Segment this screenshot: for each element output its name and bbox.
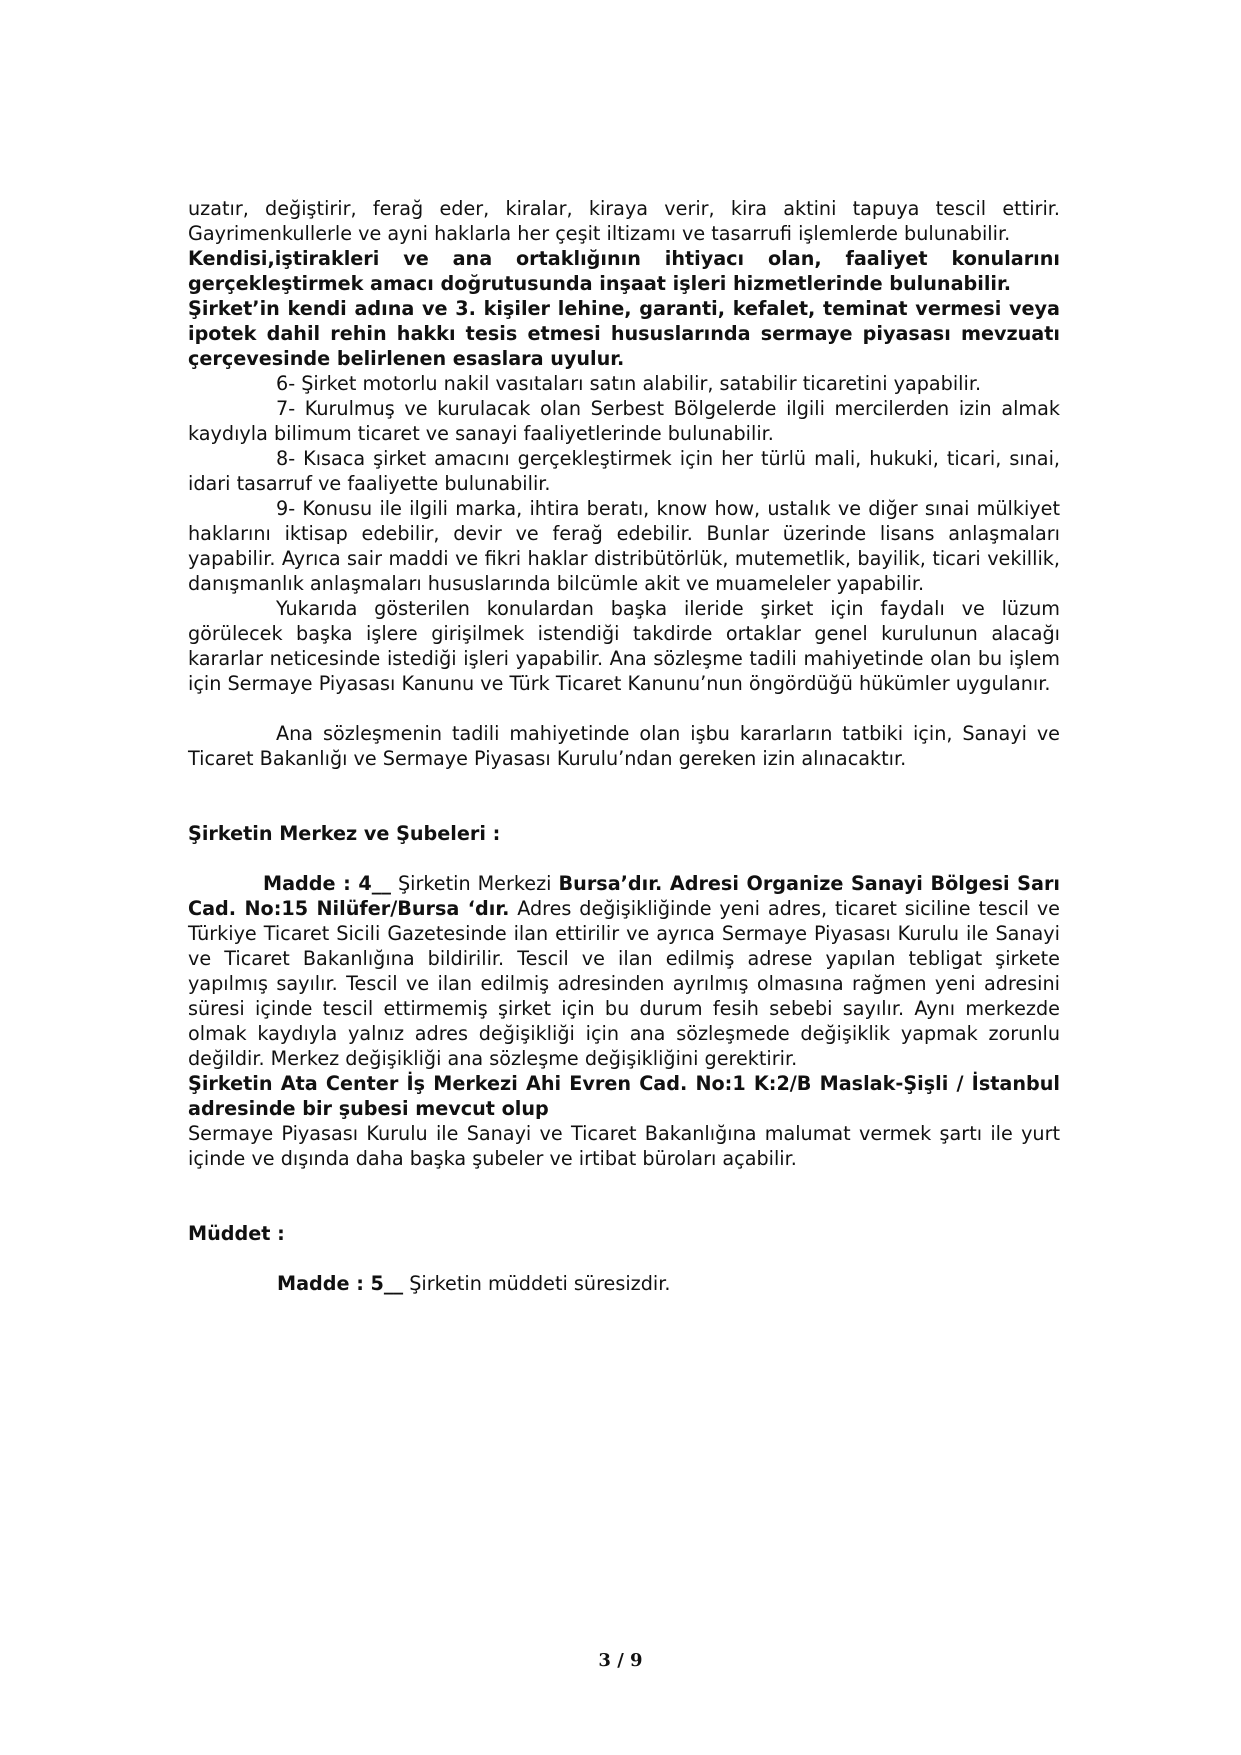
article5-madde-label: Madde : 5__ [277, 1272, 404, 1295]
spacer [188, 771, 1060, 821]
article4-body [188, 871, 1060, 1071]
article4-text-b: Adres değişikliğinde yeni adres, ticaret siciline tescil ve Türkiye Ticaret Sicili Gazetesinde ilan ettirilir ve ayrıca Sermaye Piyasası Kurulu ile Sanayi ve Ticaret Bakanlığına bildirilir. Tescil ve ilan edilmiş adrese yapılan tebligat şirkete yapılmış sayılır. Tescil ve ilan edilmiş adresinden ayrılmış olmasına rağmen yeni adresini süresi içinde tescil ettirmemiş şirket için bu durum fesih sebebi sayılır. Aynı merkezde olmak kaydıyla yalnız adres değişikliği için ana sözleşmede değişiklik yapmak zorunlu değildir. Merkez değişikliği ana sözleşme değişikliğini gerektirir. [188, 897, 1060, 1070]
article3-item-6: 6- Şirket motorlu nakil vasıtaları satın alabilir, satabilir ticaretini yapabilir. [276, 372, 982, 395]
article4-heading: Şirketin Merkez ve Şubeleri : [188, 822, 501, 845]
article4-address: Bursa’dır. Adresi Organize Sanayi Bölgesi Sarı Cad. No:15 Nilüfer/Bursa ‘dır. [188, 872, 1060, 920]
spacer [188, 846, 1060, 871]
article3-paragraph-permit: Ana sözleşmenin tadili mahiyetinde olan işbu kararların tatbiki için, Sanayi ve Ticaret Bakanlığı ve Sermaye Piyasası Kurulu’ndan gereken izin alınacaktır. [188, 722, 1060, 770]
article3-item-8: 8- Kısaca şirket amacını gerçekleştirmek için her türlü mali, hukuki, ticari, sınai, idari tasarruf ve faaliyette bulunabilir. [188, 447, 1060, 495]
article4-branch-address: Şirketin Ata Center İş Merkezi Ahi Evren Cad. No:1 K:2/B Maslak-Şişli / İstanbul adresinde bir şubesi mevcut olup [188, 1072, 1060, 1120]
article5-text: Şirketin müddeti süresizdir. [403, 1272, 671, 1295]
article3-paragraph-future-activities: Yukarıda gösterilen konulardan başka ileride şirket için faydalı ve lüzum görülecek başka işlere girişilmek istendiği takdirde ortaklar genel kurulunun alacağı kararlar neticesinde istediği işleri yapabilir. Ana sözleşme tadili mahiyetinde olan bu işlem için Sermaye Piyasası Kanunu ve Türk Ticaret Kanunu’nun öngördüğü hükümler uygulanır. [188, 597, 1060, 695]
article4-madde-label: Madde : 4__ [263, 872, 391, 895]
article4-text-a: Şirketin Merkezi [390, 872, 559, 895]
article4-branch-text: Sermaye Piyasası Kurulu ile Sanayi ve Ticaret Bakanlığına malumat vermek şartı ile yurt içinde ve dışında daha başka şubeler ve irtibat büroları açabilir. [188, 1122, 1060, 1170]
article3-paragraph-construction: Kendisi,iştirakleri ve ana ortaklığının ihtiyacı olan, faaliyet konularını gerçekleştirmek amacı doğrutusunda inşaat işleri hizmetlerinde bulunabilir. [188, 247, 1060, 295]
spacer [188, 1246, 1060, 1271]
page-number: 3 / 9 [598, 1650, 643, 1671]
article3-item-9: 9- Konusu ile ilgili marka, ihtira beratı, know how, ustalık ve diğer sınai mülkiyet haklarını iktisap edebilir, devir ve ferağ edebilir. Bunlar üzerinde lisans anlaşmaları yapabilir. Ayrıca sair maddi ve fikri haklar distribütörlük, mutemetlik, bayilik, ticari vekillik, danışmanlık anlaşmaları hususlarında bilcümle akit ve muameleler yapabilir. [188, 497, 1060, 595]
article3-paragraph-guarantee: Şirket’in kendi adına ve 3. kişiler lehine, garanti, kefalet, teminat vermesi veya ipotek dahil rehin hakkı tesis etmesi hususlarında sermaye piyasası mevzuatı çerçevesinde belirlenen esaslara uyulur. [188, 297, 1060, 370]
article5-body [188, 1271, 1060, 1296]
article3-item-7: 7- Kurulmuş ve kurulacak olan Serbest Bölgelerde ilgili mercilerden izin almak kaydıyla bilimum ticaret ve sanayi faaliyetlerinde bulunabilir. [188, 397, 1060, 445]
document-page [188, 196, 1060, 1296]
article5-heading: Müddet : [188, 1222, 285, 1245]
article3-paragraph-1: uzatır, değiştirir, ferağ eder, kiralar, kiraya verir, kira aktini tapuya tescil ettirir. Gayrimenkullerle ve ayni haklarla her çeşit iltizamı ve tasarrufi işlemlerde bulunabilir. [188, 197, 1060, 245]
spacer [188, 696, 1060, 721]
spacer [188, 1171, 1060, 1221]
